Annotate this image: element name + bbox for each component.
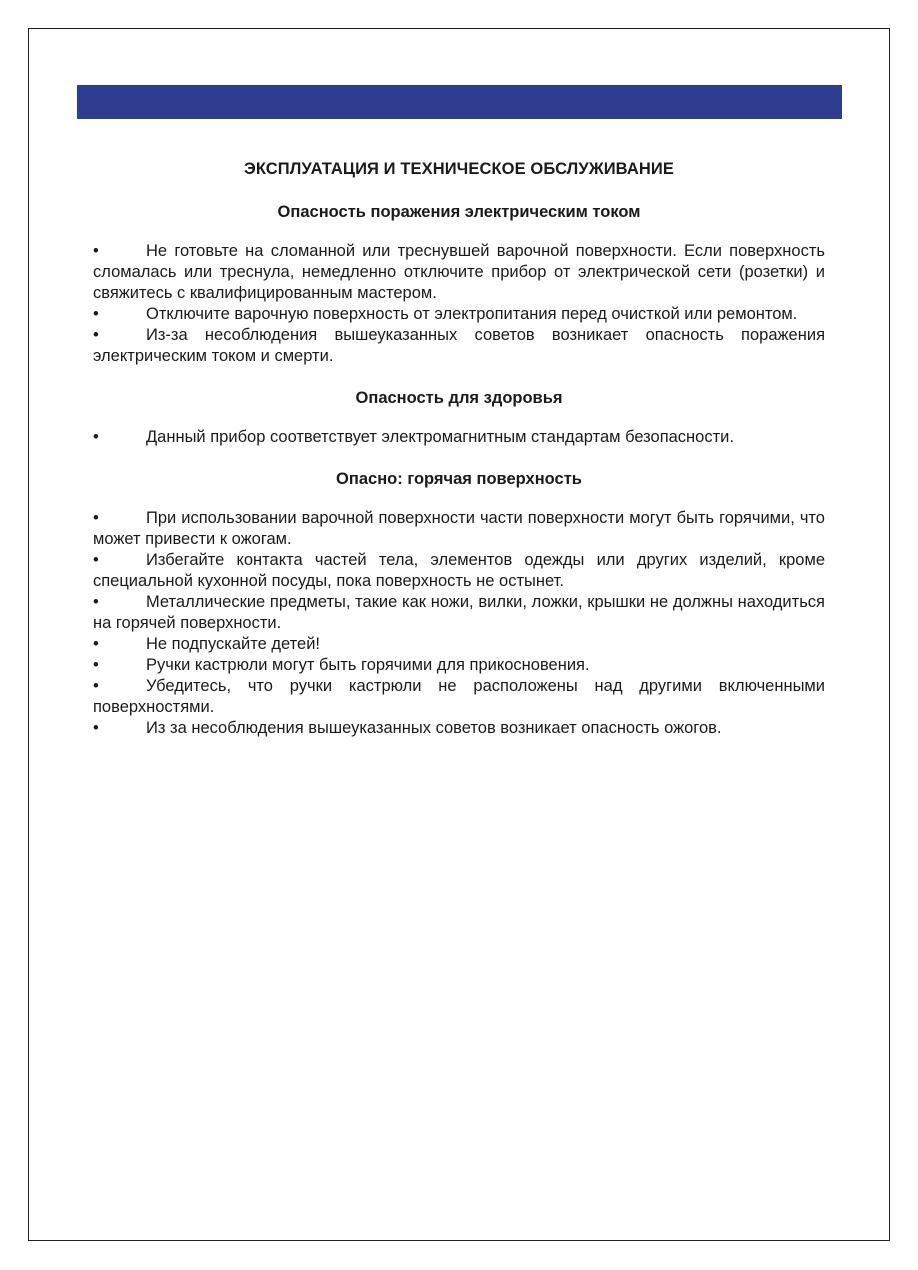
bullet: • [93, 719, 99, 737]
list-item-text: Отключите варочную поверхность от электропитания перед очисткой или ремонтом. [146, 305, 798, 323]
list-item [93, 427, 825, 448]
list-item [93, 508, 825, 550]
list-item-text: Данный прибор соответствует электромагнитным стандартам безопасности. [146, 428, 734, 446]
bullet: • [93, 635, 99, 653]
list-item-text: Ручки кастрюли могут быть горячими для прикосновения. [146, 656, 590, 674]
list-item [93, 718, 825, 739]
list-item-text: Из-за несоблюдения вышеуказанных советов возникает опасность поражения электрическим током и смерти. [93, 326, 825, 365]
section-title-electric-shock: Опасность поражения электрическим током [277, 203, 641, 221]
list-item [93, 550, 825, 592]
list-item [93, 304, 825, 325]
list-item [93, 676, 825, 718]
list-item-text: При использовании варочной поверхности части поверхности могут быть горячими, что может привести к ожогам. [93, 509, 825, 548]
header-band [77, 85, 842, 119]
list-item-text: Не готовьте на сломанной или треснувшей варочной поверхности. Если поверхность сломалась или треснула, немедленно отключите прибор от электрической сети (розетки) и свяжитесь с квалифицированным мастером. [93, 242, 825, 302]
list-item-text: Из за несоблюдения вышеуказанных советов возникает опасность ожогов. [146, 719, 722, 737]
bullet: • [93, 305, 99, 323]
bullet: • [93, 509, 99, 527]
page-title: ЭКСПЛУАТАЦИЯ И ТЕХНИЧЕСКОЕ ОБСЛУЖИВАНИЕ [244, 160, 674, 178]
bullet: • [93, 428, 99, 446]
list-item-text: Не подпускайте детей! [146, 635, 321, 653]
document-content [93, 158, 825, 739]
list-item [93, 592, 825, 634]
list-hot-surface [93, 508, 825, 739]
bullet: • [93, 593, 99, 611]
list-health [93, 427, 825, 448]
list-item [93, 325, 825, 367]
list-item [93, 655, 825, 676]
list-item [93, 241, 825, 304]
section-title-health: Опасность для здоровья [355, 389, 563, 407]
bullet: • [93, 656, 99, 674]
list-item-text: Избегайте контакта частей тела, элементов одежды или других изделий, кроме специальной кухонной посуды, пока поверхность не остынет. [93, 551, 825, 590]
bullet: • [93, 551, 99, 569]
bullet: • [93, 677, 99, 695]
bullet: • [93, 242, 99, 260]
section-title-hot-surface: Опасно: горячая поверхность [336, 470, 582, 488]
list-item-text: Металлические предметы, такие как ножи, вилки, ложки, крышки не должны находиться на горячей поверхности. [93, 593, 825, 632]
bullet: • [93, 326, 99, 344]
list-item [93, 634, 825, 655]
list-electric-shock [93, 241, 825, 367]
list-item-text: Убедитесь, что ручки кастрюли не расположены над другими включенными поверхностями. [93, 677, 825, 716]
